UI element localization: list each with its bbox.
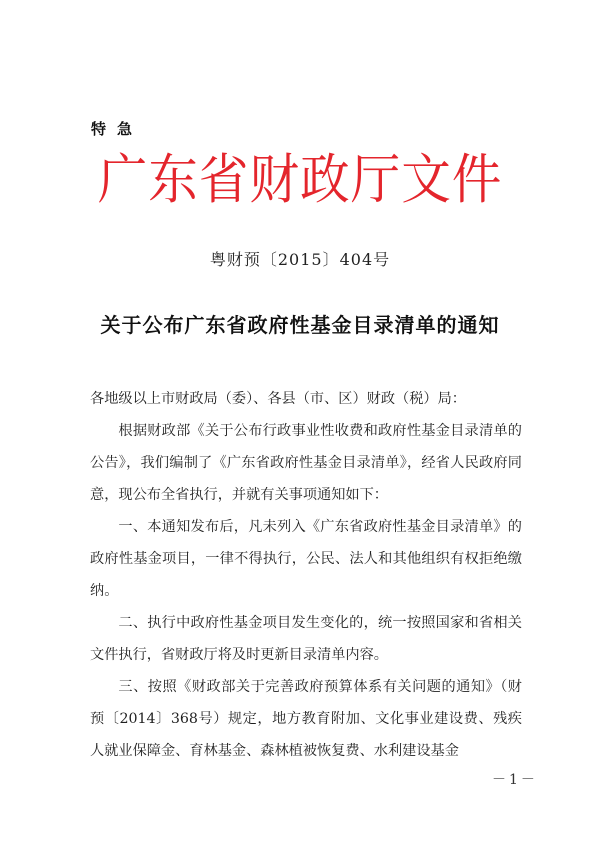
paragraph-item-1: 一、本通知发布后，凡未列入《广东省政府性基金目录清单》的政府性基金项目，一律不得执行，公民、法人和其他组织有权拒绝缴纳。 <box>90 519 522 599</box>
notice-title: 关于公布广东省政府性基金目录清单的通知 <box>100 313 500 337</box>
document-masthead: 广东省财政厅文件 <box>97 148 503 211</box>
urgency-label: 特急 <box>91 120 144 138</box>
salutation: 各地级以上市财政局（委）、各县（市、区）财政（税）局： <box>90 391 466 407</box>
page-number: －1－ <box>492 772 538 788</box>
paragraph-item-3: 三、按照《财政部关于完善政府预算体系有关问题的通知》（财预〔2014〕368号）规定，地方教育附加、文化事业建设费、残疾人就业保障金、育林基金、森林植被恢复费、水利建设基金 <box>90 679 522 759</box>
document-number: 粤财预〔2015〕404号 <box>209 250 391 269</box>
paragraph-intro: 根据财政部《关于公布行政事业性收费和政府性基金目录清单的公告》，我们编制了《广东省政府性基金目录清单》，经省人民政府同意，现公布全省执行，并就有关事项通知如下： <box>90 423 522 503</box>
notice-body <box>90 383 522 767</box>
paragraph-item-2: 二、执行中政府性基金项目发生变化的，统一按照国家和省相关文件执行，省财政厅将及时更新目录清单内容。 <box>90 615 522 663</box>
